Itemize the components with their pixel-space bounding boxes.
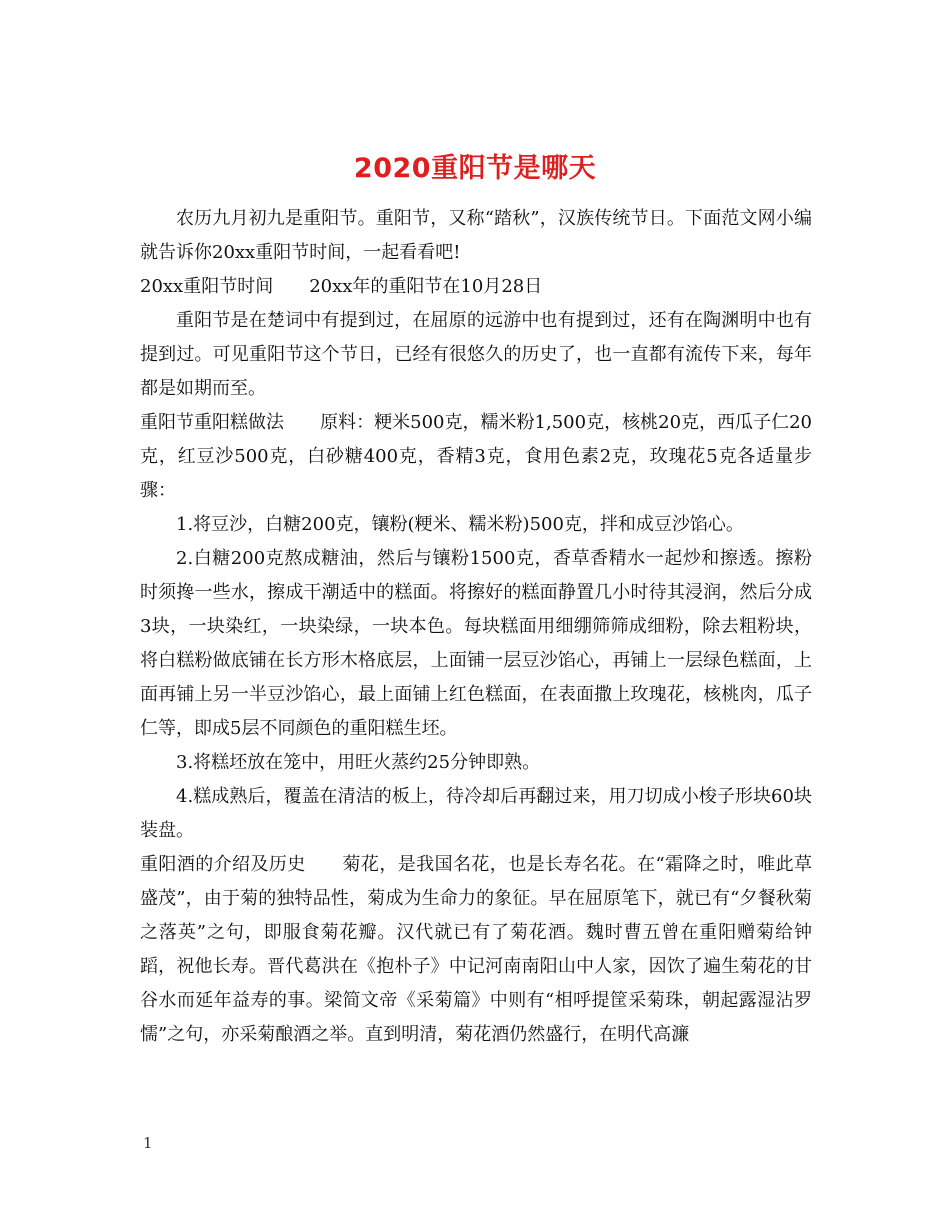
paragraph-cake-ingredients: 重阳节重阳糕做法 原料：粳米500克，糯米粉1,500克，核桃20克，西瓜子仁20克，红豆沙500克，白砂糖400克，香精3克，食用色素2克，玫瑰花5克各适量步骤：: [140, 412, 812, 501]
paragraph-step-2: 2.白糖200克熬成糖油，然后与镶粉1500克，香草香精水一起炒和擦透。擦粉时须搀一些水，擦成干潮适中的糕面。将擦好的糕面静置几小时待其浸润，然后分成3块，一块染红，一块染绿，一块本色。每块糕面用细绷筛筛成细粉，除去粗粉块，将白糕粉做底铺在长方形木格底层，上面铺一层豆沙馅心，再铺上一层绿色糕面，上面再铺上另一半豆沙馅心，最上面铺上红色糕面，在表面撒上玫瑰花，核桃肉，瓜子仁等，即成5层不同颜色的重阳糕生坯。: [140, 548, 812, 739]
document-title: 2020重阳节是哪天: [353, 153, 597, 185]
paragraph-history: 重阳节是在楚词中有提到过，在屈原的远游中也有提到过，还有在陶渊明中也有提到过。可见重阳节这个节日，已经有很悠久的历史了，也一直都有流传下来，每年都是如期而至。: [140, 310, 812, 399]
document-body: [140, 202, 812, 1052]
paragraph-wine-history: 重阳酒的介绍及历史 菊花，是我国名花，也是长寿名花。在“霜降之时，唯此草盛茂”，由于菊的独特品性，菊成为生命力的象征。早在屈原笔下，就已有“夕餐秋菊之落英”之句，即服食菊花瓣。汉代就已有了菊花酒。魏时曹五曾在重阳赠菊给钟蹈，祝他长寿。晋代葛洪在《抱朴子》中记河南南阳山中人家，因饮了遍生菊花的甘谷水而延年益寿的事。梁简文帝《采菊篇》中则有“相呼提筐采菊珠，朝起露湿沾罗懦”之句，亦采菊酿酒之举。直到明清，菊花酒仍然盛行，在明代高濂: [140, 854, 812, 1045]
paragraph-step-3: 3.将糕坯放在笼中，用旺火蒸约25分钟即熟。: [176, 752, 541, 773]
paragraph-step-1: 1.将豆沙，白糖200克，镶粉(粳米、糯米粉)500克，拌和成豆沙馅心。: [176, 514, 744, 535]
page-number: 1: [143, 1134, 153, 1152]
paragraph-step-4: 4.糕成熟后，覆盖在清洁的板上，待冷却后再翻过来，用刀切成小梭子形块60块装盘。: [140, 786, 812, 841]
paragraph-intro: 农历九月初九是重阳节。重阳节，又称“踏秋”，汉族传统节日。下面范文网小编就告诉你20xx重阳节时间，一起看看吧!: [140, 208, 812, 263]
paragraph-date: 20xx重阳节时间 20xx年的重阳节在10月28日: [140, 276, 543, 297]
